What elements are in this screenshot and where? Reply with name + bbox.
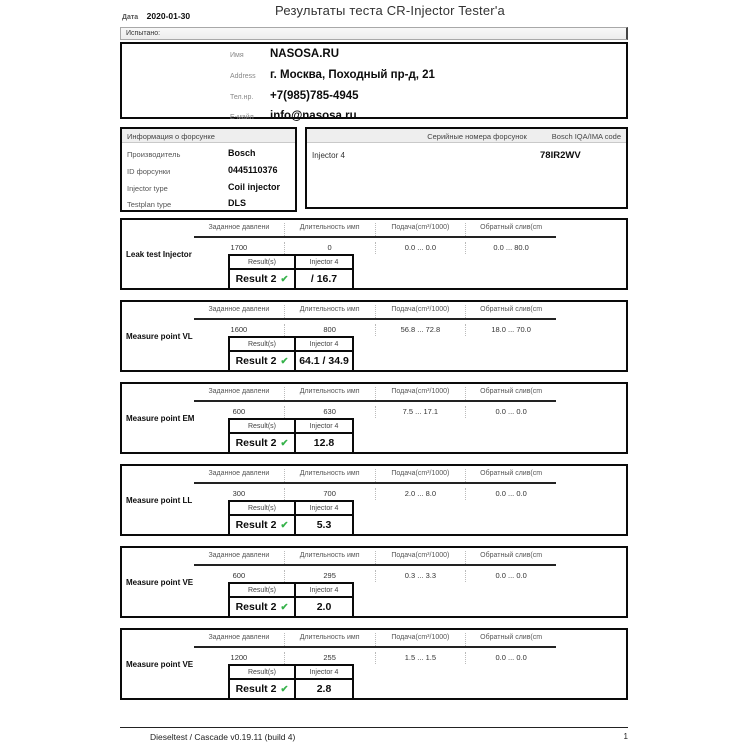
pressure-value: 1700 <box>230 243 248 252</box>
col-header-flow: Подача(cm³/1000) <box>375 633 466 646</box>
result-label: Result 2 <box>235 437 277 449</box>
table-values-row <box>194 242 556 254</box>
flow-value: 1.5 ... 1.5 <box>375 652 466 664</box>
section-title: Measure point LL <box>126 495 193 505</box>
col-header-flow: Подача(cm³/1000) <box>375 551 466 564</box>
col-header-backflow: Обратный слив(cm <box>465 633 556 646</box>
injector-info-box <box>120 127 297 212</box>
table-header-row <box>194 551 556 564</box>
injector-type-value: Coil injector <box>228 182 281 192</box>
col-header-duration: Длительность имп <box>284 469 375 482</box>
pressure-value: 1600 <box>230 325 248 334</box>
header-underline <box>194 646 556 648</box>
col-header-backflow: Обратный слив(cm <box>465 387 556 400</box>
section-title: Measure point VL <box>126 331 193 341</box>
table-header-row <box>194 387 556 400</box>
injector-header: Injector 4 <box>294 584 352 598</box>
results-header: Result(s) <box>230 420 294 434</box>
injector-type-label: Injector type <box>127 184 168 193</box>
injector-id-label: ID форсунки <box>127 167 171 176</box>
check-icon: ✔ <box>280 519 289 531</box>
duration-value: 255 <box>284 652 375 664</box>
contact-row-name <box>122 48 626 66</box>
footer-divider <box>120 727 628 728</box>
backflow-value: 0.0 ... 0.0 <box>465 488 556 500</box>
result-label: Result 2 <box>235 355 277 367</box>
phone-value: +7(985)785-4945 <box>270 90 359 102</box>
col-header-duration: Длительность имп <box>284 305 375 318</box>
header-underline <box>194 318 556 320</box>
section-title: Leak test Injector <box>126 249 192 259</box>
col-header-backflow: Обратный слив(cm <box>465 469 556 482</box>
result-table <box>228 500 354 536</box>
result-status <box>230 434 294 452</box>
injector-header: Injector 4 <box>294 666 352 680</box>
flow-value: 2.0 ... 8.0 <box>375 488 466 500</box>
section-title: Measure point VE <box>126 659 194 669</box>
date-label: Дата <box>122 14 139 21</box>
footer-app-version: Dieseltest / Cascade v0.19.11 (build 4) <box>150 732 296 742</box>
table-header-row <box>194 305 556 318</box>
pressure-value: 300 <box>232 489 246 498</box>
footer-page-number: 1 <box>623 732 628 741</box>
serial-injector-label: Injector 4 <box>312 151 345 160</box>
result-table <box>228 336 354 372</box>
backflow-value: 0.0 ... 0.0 <box>465 570 556 582</box>
result-value: 5.3 <box>294 516 352 534</box>
table-values-row <box>194 324 556 336</box>
injector-info-title: Информация о форсунке <box>122 129 295 143</box>
duration-value: 800 <box>284 324 375 336</box>
injector-header: Injector 4 <box>294 338 352 352</box>
manufacturer-value: Bosch <box>228 148 256 158</box>
col-header-flow: Подача(cm³/1000) <box>375 469 466 482</box>
test-section-ve1 <box>120 546 628 618</box>
result-value: 64.1 / 34.9 <box>294 352 352 370</box>
results-header: Result(s) <box>230 584 294 598</box>
contact-box <box>120 42 628 122</box>
header-underline <box>194 482 556 484</box>
tested-by-bar: Испытано: <box>120 27 628 40</box>
date-value: 2020-01-30 <box>146 11 191 21</box>
result-label: Result 2 <box>235 601 277 613</box>
results-header: Result(s) <box>230 666 294 680</box>
result-table <box>228 664 354 700</box>
table-header-row <box>194 633 556 646</box>
col-header-duration: Длительность имп <box>284 223 375 236</box>
address-label: Address <box>230 73 256 80</box>
result-status <box>230 680 294 698</box>
testplan-type-value: DLS <box>228 198 246 208</box>
table-values-row <box>194 488 556 500</box>
result-status <box>230 516 294 534</box>
section-title: Measure point EM <box>126 413 195 423</box>
flow-value: 56.8 ... 72.8 <box>375 324 466 336</box>
table-header-row <box>194 469 556 482</box>
injector-id-value: 0445110376 <box>228 165 278 175</box>
backflow-value: 18.0 ... 70.0 <box>465 324 556 336</box>
header-underline <box>194 236 556 238</box>
col-header-flow: Подача(cm³/1000) <box>375 223 466 236</box>
check-icon: ✔ <box>280 437 289 449</box>
col-header-duration: Длительность имп <box>284 387 375 400</box>
flow-value: 0.0 ... 0.0 <box>375 242 466 254</box>
col-header-backflow: Обратный слив(cm <box>465 223 556 236</box>
test-section-vl <box>120 300 628 372</box>
table-values-row <box>194 652 556 664</box>
flow-value: 0.3 ... 3.3 <box>375 570 466 582</box>
test-section-leak-test <box>120 218 628 290</box>
contact-row-email <box>122 110 626 128</box>
address-value: г. Москва, Походный пр-д, 21 <box>270 69 435 81</box>
col-header-pressure: Заданное давлени <box>208 634 270 641</box>
header-underline <box>194 564 556 566</box>
contact-row-address <box>122 69 626 87</box>
injector-header: Injector 4 <box>294 420 352 434</box>
flow-value: 7.5 ... 17.1 <box>375 406 466 418</box>
result-label: Result 2 <box>235 273 277 285</box>
pressure-value: 600 <box>232 407 246 416</box>
result-value: / 16.7 <box>294 270 352 288</box>
result-status <box>230 352 294 370</box>
col-header-pressure: Заданное давлени <box>208 224 270 231</box>
testplan-type-label: Testplan type <box>127 200 172 209</box>
check-icon: ✔ <box>280 601 289 613</box>
result-table <box>228 418 354 454</box>
email-value: info@nasosa.ru <box>270 110 357 122</box>
backflow-value: 0.0 ... 80.0 <box>465 242 556 254</box>
serial-numbers-title: Серийные номера форсунок <box>427 132 527 141</box>
duration-value: 700 <box>284 488 375 500</box>
contact-row-phone <box>122 90 626 108</box>
results-header: Result(s) <box>230 256 294 270</box>
pressure-value: 600 <box>232 571 246 580</box>
backflow-value: 0.0 ... 0.0 <box>465 652 556 664</box>
backflow-value: 0.0 ... 0.0 <box>465 406 556 418</box>
result-value: 2.8 <box>294 680 352 698</box>
iqa-code-header: Bosch IQA/IMA code <box>551 132 621 141</box>
pressure-value: 1200 <box>230 653 248 662</box>
result-table <box>228 254 354 290</box>
results-header: Result(s) <box>230 502 294 516</box>
col-header-backflow: Обратный слив(cm <box>465 551 556 564</box>
results-header: Result(s) <box>230 338 294 352</box>
check-icon: ✔ <box>280 683 289 695</box>
table-values-row <box>194 406 556 418</box>
result-status <box>230 598 294 616</box>
result-label: Result 2 <box>235 683 277 695</box>
name-value: NASOSA.RU <box>270 48 340 60</box>
serial-numbers-box <box>305 127 628 209</box>
header-underline <box>194 400 556 402</box>
result-table <box>228 582 354 618</box>
email-label: E-майл <box>230 114 254 121</box>
test-section-ll <box>120 464 628 536</box>
injector-header: Injector 4 <box>294 256 352 270</box>
result-label: Result 2 <box>235 519 277 531</box>
duration-value: 0 <box>284 242 375 254</box>
result-value: 2.0 <box>294 598 352 616</box>
col-header-pressure: Заданное давлени <box>208 388 270 395</box>
test-section-ve2 <box>120 628 628 700</box>
page-title: Результаты теста CR-Injector Tester'a <box>275 3 505 18</box>
col-header-pressure: Заданное давлени <box>208 470 270 477</box>
manufacturer-label: Производитель <box>127 150 181 159</box>
serial-header-bar <box>307 129 626 143</box>
col-header-duration: Длительность имп <box>284 551 375 564</box>
phone-label: Тел.нр. <box>230 94 254 101</box>
col-header-flow: Подача(cm³/1000) <box>375 387 466 400</box>
section-title: Measure point VE <box>126 577 194 587</box>
duration-value: 295 <box>284 570 375 582</box>
check-icon: ✔ <box>280 355 289 367</box>
col-header-duration: Длительность имп <box>284 633 375 646</box>
col-header-backflow: Обратный слив(cm <box>465 305 556 318</box>
col-header-flow: Подача(cm³/1000) <box>375 305 466 318</box>
name-label: Имя <box>230 52 244 59</box>
check-icon: ✔ <box>280 273 289 285</box>
result-status <box>230 270 294 288</box>
col-header-pressure: Заданное давлени <box>208 306 270 313</box>
table-header-row <box>194 223 556 236</box>
duration-value: 630 <box>284 406 375 418</box>
result-value: 12.8 <box>294 434 352 452</box>
test-section-em <box>120 382 628 454</box>
table-values-row <box>194 570 556 582</box>
serial-code-value: 78IR2WV <box>540 150 581 161</box>
col-header-pressure: Заданное давлени <box>208 552 270 559</box>
injector-header: Injector 4 <box>294 502 352 516</box>
